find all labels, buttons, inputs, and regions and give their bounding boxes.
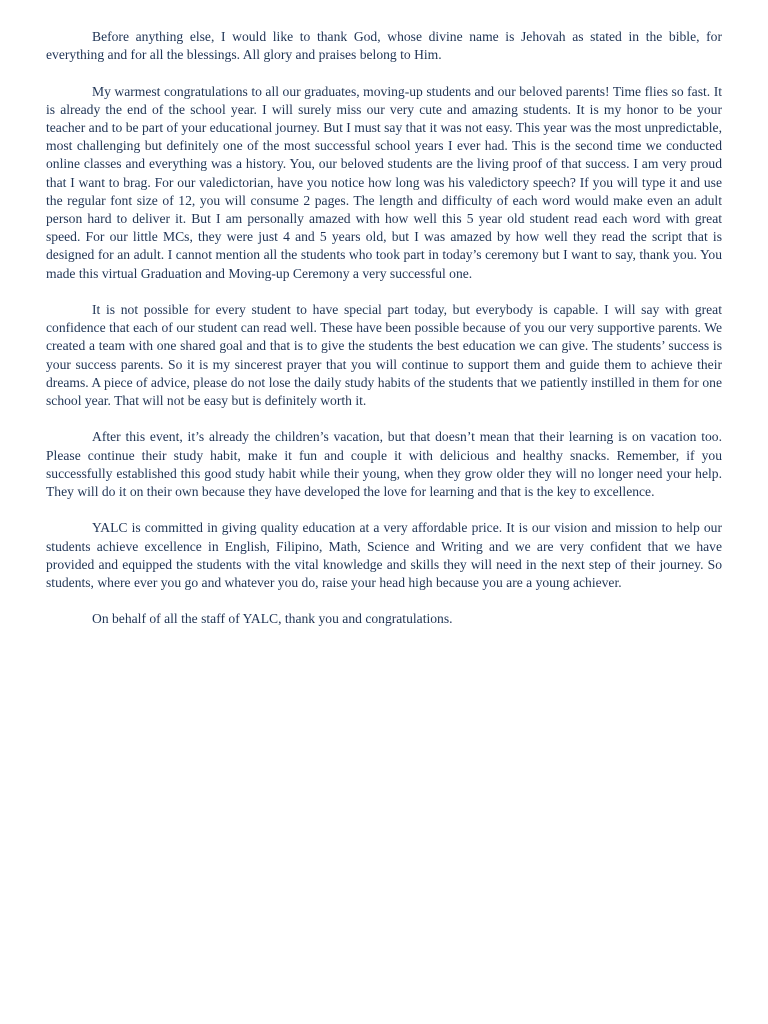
paragraph-parents: It is not possible for every student to have special part today, but everybody is capable. I will say with great confidence that each of our student can read well. These have been possible because of you our very supportive parents. We created a team with one shared goal and that is to give the students the best education we can give. The students’ success is your success parents. So it is my sincerest prayer that you will continue to support them and guide them to achieve their dreams. A piece of advice, please do not lose the daily study habits of the students that we patiently instilled in them for one school year. That will not be easy but is definitely worth it. bbox=[46, 302, 722, 409]
paragraph-mission: YALC is committed in giving quality education at a very affordable price. It is our vision and mission to help our students achieve excellence in English, Filipino, Math, Science and Writing and we are very confident that we have provided and equipped the students with the vital knowledge and skills they will need in the next step of their journey. So students, where ever you go and whatever you do, raise your head high because you are a young achiever. bbox=[46, 520, 722, 591]
paragraph-closing: On behalf of all the staff of YALC, thank you and congratulations. bbox=[92, 611, 453, 627]
document-body bbox=[46, 28, 722, 647]
paragraph-thanksgiving: Before anything else, I would like to thank God, whose divine name is Jehovah as stated in the bible, for everything and for all the blessings. All glory and praises belong to Him. bbox=[46, 29, 722, 63]
paragraph-vacation: After this event, it’s already the children’s vacation, but that doesn’t mean that their learning is on vacation too. Please continue their study habit, make it fun and couple it with delicious and healthy snacks. Remember, if you successfully established this good study habit while their young, when they grow older they will no longer need your help. They will do it on their own because they have developed the love for learning and that is the key to excellence. bbox=[46, 429, 722, 500]
paragraph-congratulations: My warmest congratulations to all our graduates, moving-up students and our beloved parents! Time flies so fast. It is already the end of the school year. I will surely miss our very cute and amazing students. It is my honor to be your teacher and to be part of your educational journey. But I must say that it was not easy. This year was the most unpredictable, most challenging but definitely one of the most successful school years I ever had. This is the second time we conducted online classes and everything was a history. You, our beloved students are the living proof of that success. I am very proud that I want to brag. For our valedictorian, have you notice how long was his valedictory speech? If you will type it and use the regular font size of 12, you will consume 2 pages. The length and difficulty of each word would make even an adult person hard to deliver it. But I am personally amazed with how well this 5 year old student read each word with great speed. For our little MCs, they were just 4 and 5 years old, but I was amazed by how well they read the script that is designed for an adult. I cannot mention all the students who took part in today’s ceremony but I want to say, thank you. You made this virtual Graduation and Moving-up Ceremony a very successful one. bbox=[46, 83, 722, 281]
